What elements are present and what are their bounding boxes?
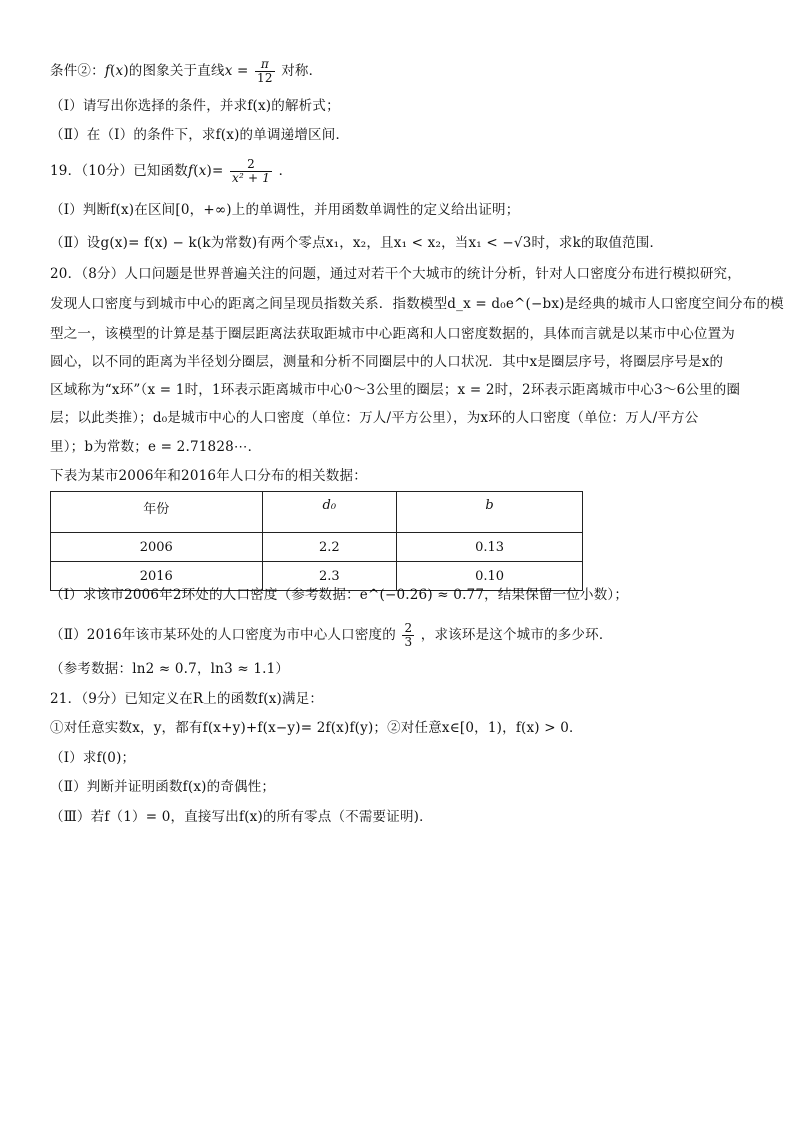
q21-part2: （Ⅱ）判断并证明函数f(x)的奇偶性； bbox=[50, 779, 276, 795]
q21-stem: 21．（9分）已知定义在R上的函数f(x)满足： bbox=[50, 691, 324, 707]
table-cell: 0.10 bbox=[397, 562, 583, 591]
q20-line-5: 区域称为“x环”（x = 1时，1环表示距离城市中心0～3公里的圈层；x = 2时，2环表示距离城市中心3～6公里的圈 bbox=[50, 382, 741, 398]
table-header-row bbox=[51, 492, 583, 533]
q20-line-6: 层；以此类推）；d₀是城市中心的人口密度（单位：万人/平方公里），为x环的人口密度（单位：万人/平方公 bbox=[50, 410, 699, 426]
table-cell: 2006 bbox=[51, 533, 263, 562]
two-thirds-fraction bbox=[402, 622, 414, 649]
q19-part1: （Ⅰ）判断f(x)在区间[0，+∞)上的单调性，并用函数单调性的定义给出证明； bbox=[50, 202, 520, 218]
q21-part1: （Ⅰ）求f(0)； bbox=[50, 750, 136, 766]
q20-line-3: 型之一，该模型的计算是基于圈层距离法获取距城市中心距离和人口密度数据的，具体而言就是以某市中心位置为 bbox=[50, 326, 735, 342]
q18-part2: （Ⅱ）在（Ⅰ）的条件下，求f(x)的单调递增区间． bbox=[50, 127, 350, 143]
condition-2-prefix: 条件②：f(x)的图象关于直线x = bbox=[50, 63, 249, 79]
q20-line-1: 20．（8分）人口问题是世界普遍关注的问题，通过对若干个大城市的统计分析，针对人口密度分布进行模拟研究， bbox=[50, 266, 741, 282]
table-intro: 下表为某市2006年和2016年人口分布的相关数据： bbox=[50, 468, 367, 484]
pi-over-12-fraction bbox=[255, 58, 275, 85]
q19-suffix: ． bbox=[278, 163, 293, 179]
q21-part3: （Ⅲ）若f（1）= 0，直接写出f(x)的所有零点（不需要证明)． bbox=[50, 809, 433, 825]
q19-fraction bbox=[230, 158, 272, 185]
q19-part2: （Ⅱ）设g(x)= f(x) − k(k为常数)有两个零点x₁，x₂，且x₁ < x₂，当x₁ < −√3时，求k的取值范围． bbox=[50, 235, 664, 251]
population-table bbox=[50, 491, 583, 591]
q20-part2-prefix: （Ⅱ）2016年该市某环处的人口密度为市中心人口密度的 bbox=[50, 627, 396, 643]
q18-part1: （Ⅰ）请写出你选择的条件，并求f(x)的解析式； bbox=[50, 98, 340, 114]
condition-2-suffix: 对称． bbox=[281, 63, 323, 79]
q20-part2-suffix: ，求该环是这个城市的多少环． bbox=[420, 627, 613, 643]
fraction-denominator: 3 bbox=[404, 635, 413, 649]
q20-line-2: 发现人口密度与到城市中心的距离之间呈现员指数关系．指数模型d_x = d₀e^(−bx)是经典的城市人口密度空间分布的模 bbox=[50, 296, 784, 312]
q20-part2 bbox=[50, 622, 613, 649]
q19-prefix: 19．（10分）已知函数f(x)= bbox=[50, 163, 224, 179]
table-header-year: 年份 bbox=[51, 492, 263, 533]
q20-line-4: 圆心，以不同的距离为半径划分圈层，测量和分析不同圈层中的人口状况．其中x是圈层序号，将圈层序号是x的 bbox=[50, 354, 724, 370]
table-cell: 2016 bbox=[51, 562, 263, 591]
reference-data: （参考数据：ln2 ≈ 0.7，ln3 ≈ 1.1） bbox=[50, 661, 290, 677]
q19-stem bbox=[50, 158, 292, 185]
table-cell: 0.13 bbox=[397, 533, 583, 562]
fraction-numerator: π bbox=[255, 58, 275, 72]
condition-2-line bbox=[50, 58, 322, 85]
table-header-b: b bbox=[397, 492, 583, 533]
q20-part1: （Ⅰ）求该市2006年2环处的人口密度（参考数据：e^(−0.26) ≈ 0.77，结果保留一位小数）； bbox=[50, 587, 629, 603]
table-row bbox=[51, 533, 583, 562]
table-cell: 2.3 bbox=[262, 562, 397, 591]
table-cell: 2.2 bbox=[262, 533, 397, 562]
fraction-denominator: 12 bbox=[257, 71, 273, 85]
table-header-d0: d₀ bbox=[262, 492, 397, 533]
fraction-numerator: 2 bbox=[230, 158, 272, 172]
q20-line-7: 里）；b为常数；e = 2.71828⋯． bbox=[50, 439, 262, 455]
fraction-numerator: 2 bbox=[404, 621, 413, 635]
q21-conditions: ①对任意实数x，y，都有f(x+y)+f(x−y)= 2f(x)f(y)；②对任意x∈[0，1)，f(x) > 0． bbox=[50, 720, 583, 736]
fraction-denominator: x² + 1 bbox=[232, 171, 271, 185]
